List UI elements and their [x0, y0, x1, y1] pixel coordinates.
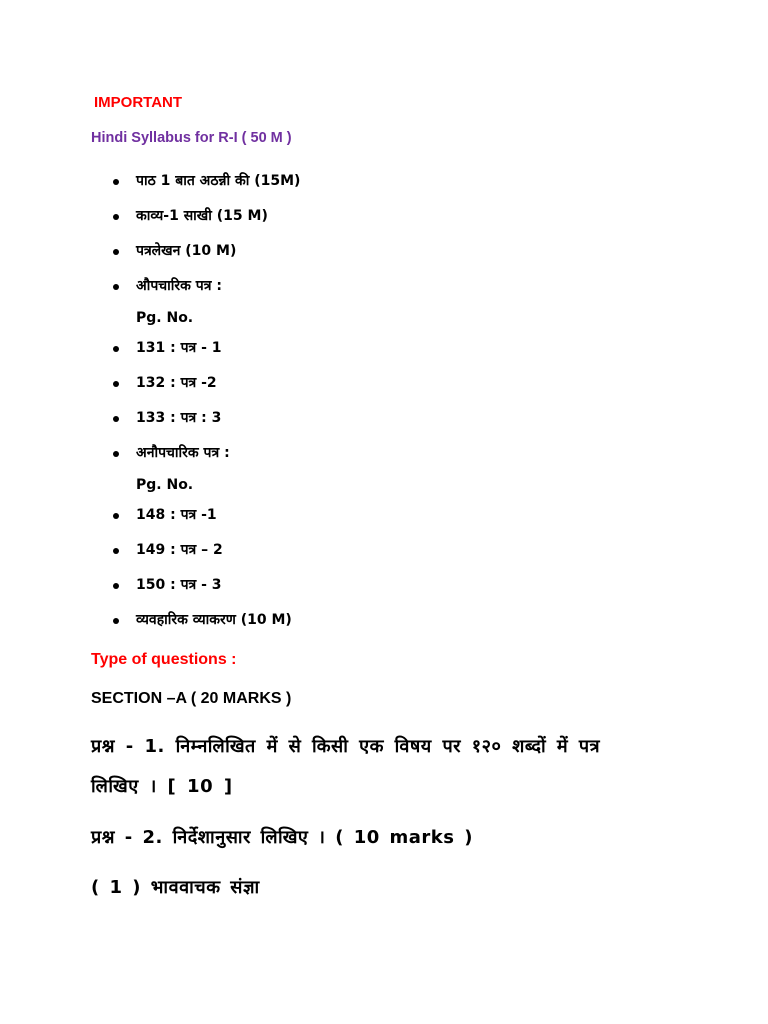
syllabus-list-item: पत्रलेखन (10 M): [112, 237, 300, 272]
syllabus-list: [112, 167, 300, 641]
syllabus-list-item: औपचारिक पत्र :: [112, 272, 300, 307]
syllabus-list-item: 149 : पत्र – 2: [112, 536, 300, 571]
question-1-line-2: लिखिए । [ 10 ]: [91, 776, 233, 797]
syllabus-list-item: पाठ 1 बात अठन्नी की (15M): [112, 167, 300, 202]
type-of-questions-heading: Type of questions :: [91, 651, 237, 668]
syllabus-list-item: 132 : पत्र -2: [112, 369, 300, 404]
syllabus-list-item: 148 : पत्र -1: [112, 501, 300, 536]
page-number-label: Pg. No.: [136, 310, 194, 326]
question-1-line-1: प्रश्न - 1. निम्नलिखित में से किसी एक विषय पर १२० शब्दों में पत्र: [91, 736, 601, 757]
syllabus-list-item: काव्य-1 साखी (15 M): [112, 202, 300, 237]
syllabus-list-item: 133 : पत्र : 3: [112, 404, 300, 439]
important-heading: IMPORTANT: [94, 94, 183, 111]
syllabus-list-item: अनौपचारिक पत्र :: [112, 439, 300, 474]
syllabus-list-item: व्यवहारिक व्याकरण (10 M): [112, 606, 300, 641]
question-3-item-1: ( 1 ) भाववाचक संज्ञा: [91, 877, 260, 898]
syllabus-list-item: 131 : पत्र - 1: [112, 334, 300, 369]
syllabus-title: Hindi Syllabus for R-I ( 50 M ): [91, 130, 292, 146]
section-a-heading: SECTION –A ( 20 MARKS ): [91, 690, 292, 707]
page-number-label: Pg. No.: [136, 477, 194, 493]
syllabus-list-item: 150 : पत्र - 3: [112, 571, 300, 606]
question-2: प्रश्न - 2. निर्देशानुसार लिखिए । ( 10 marks ): [91, 827, 473, 848]
